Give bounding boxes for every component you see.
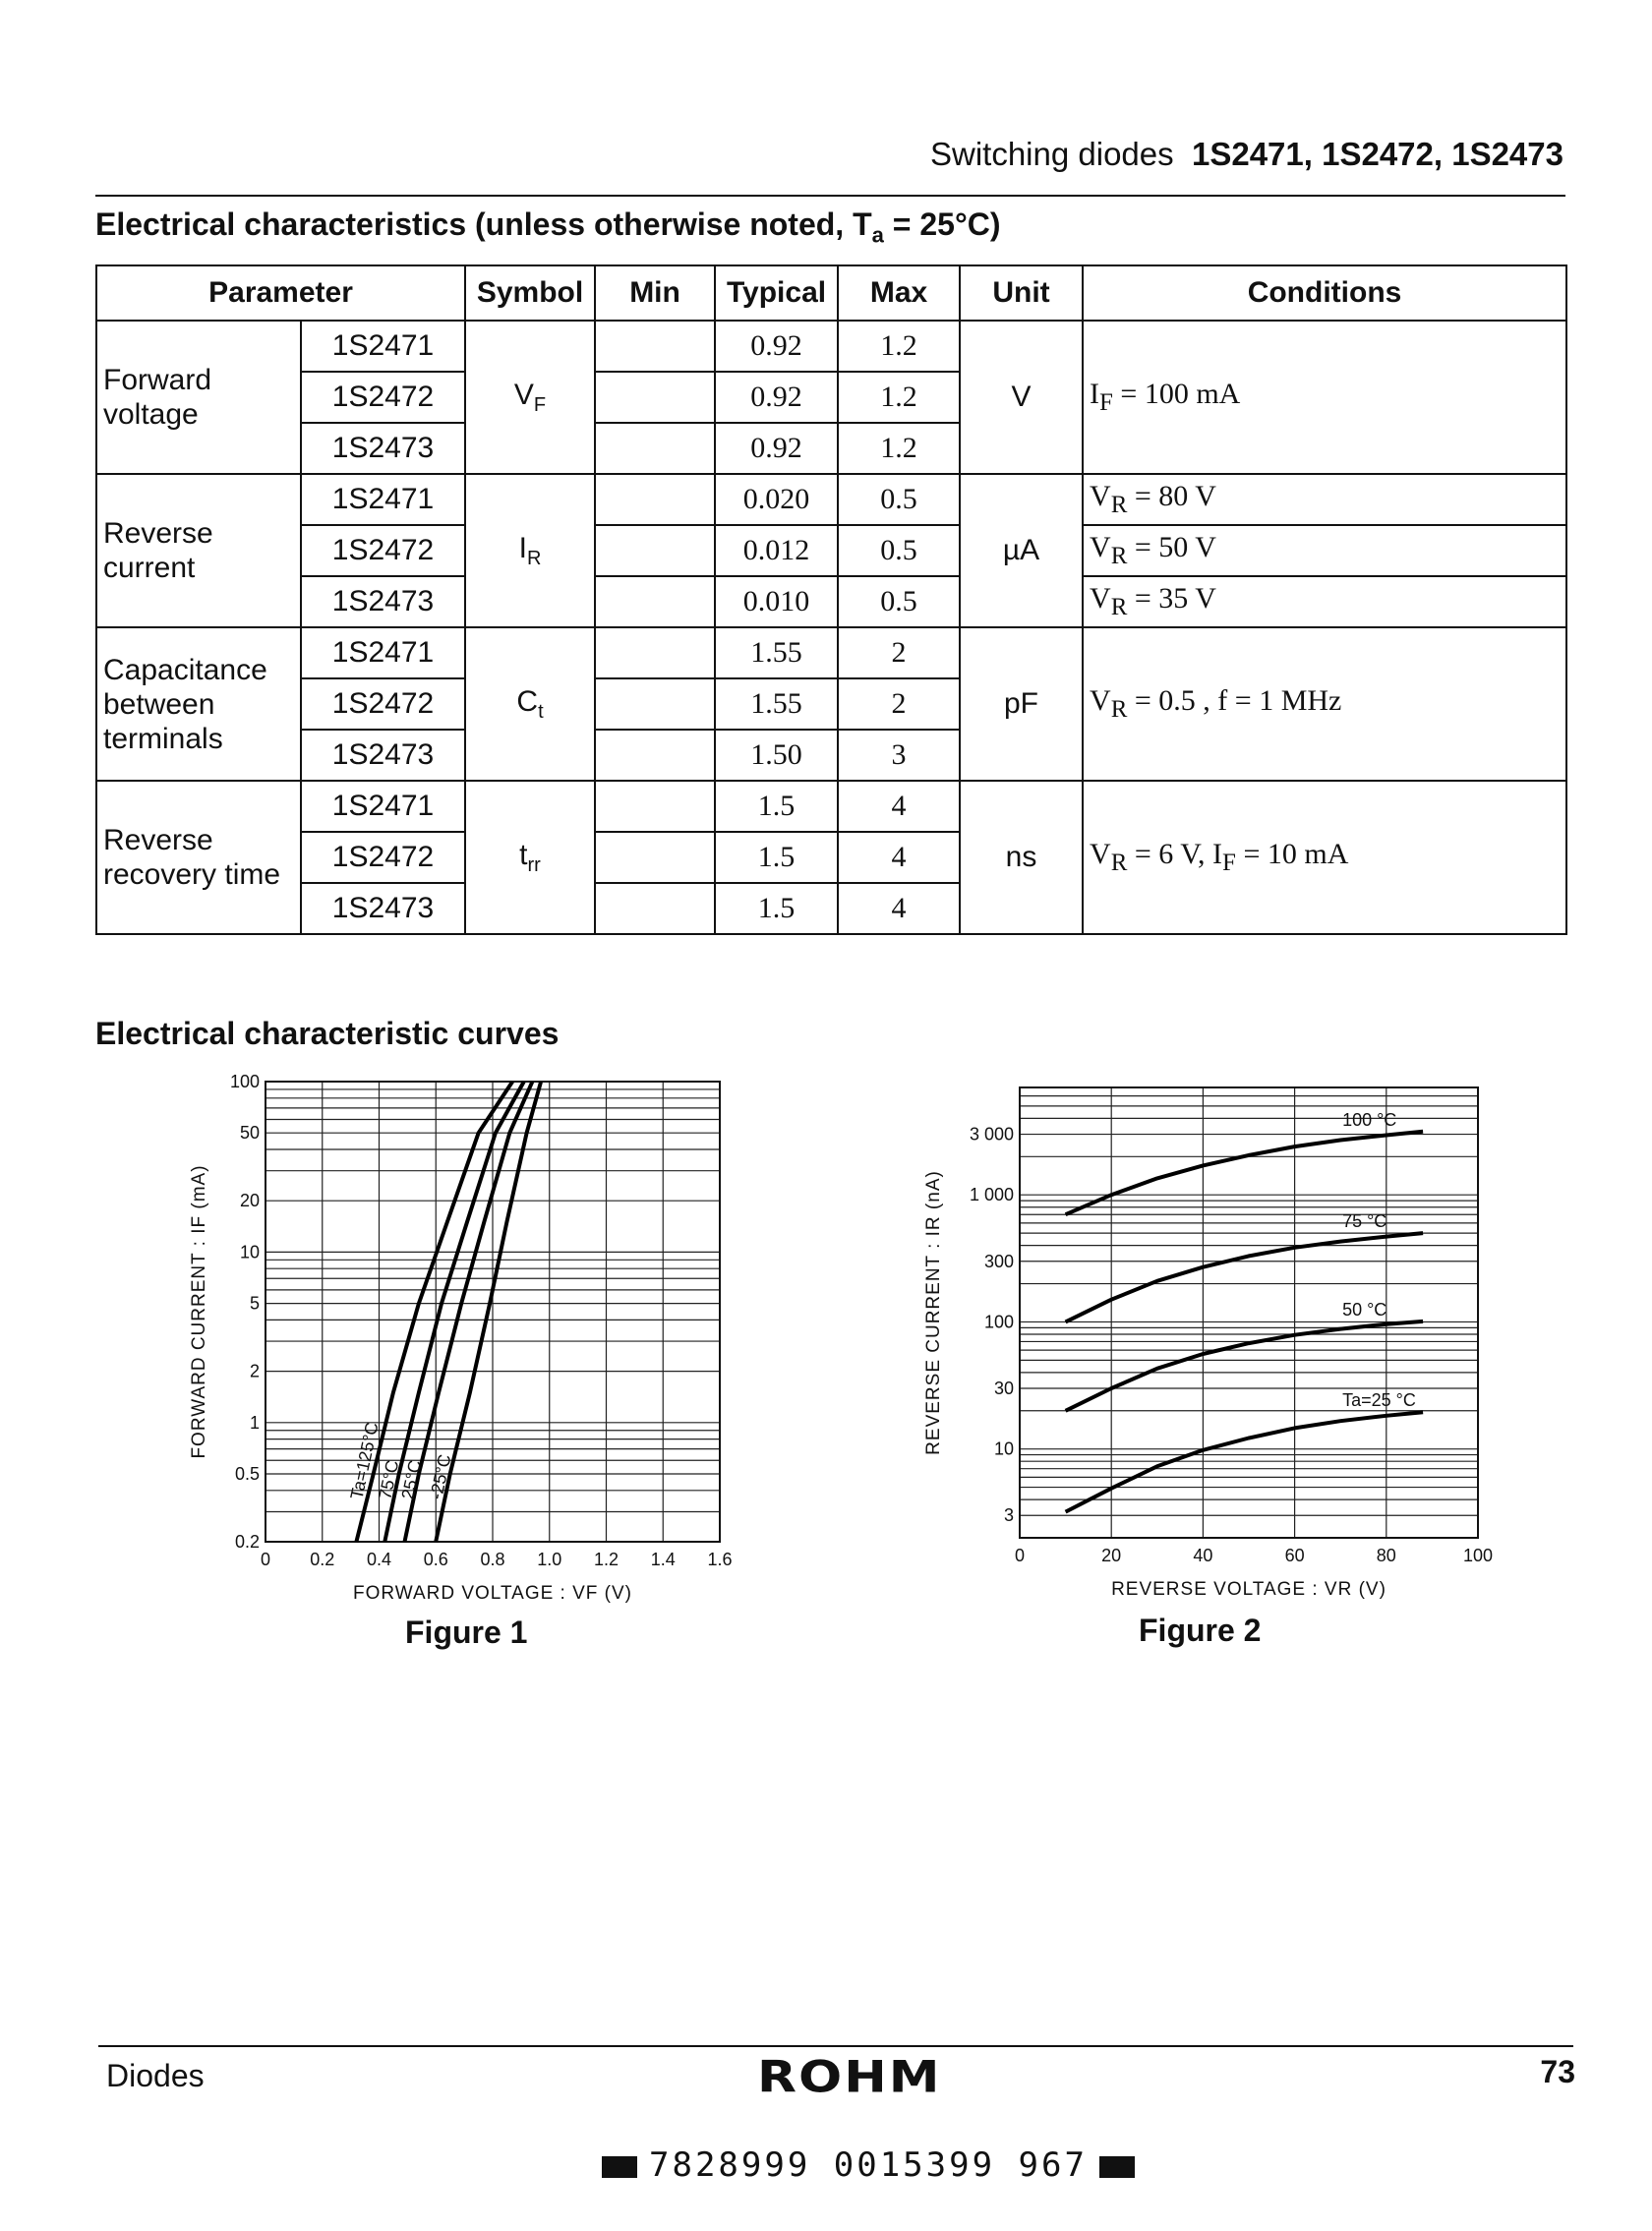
max-cell: 3 <box>838 730 960 781</box>
series-label: 75 °C <box>1342 1211 1387 1232</box>
table-row <box>96 474 1566 525</box>
param-name-cell: Reverse recovery time <box>96 781 301 934</box>
table-row <box>96 321 1566 372</box>
typical-cell: 1.5 <box>715 883 838 934</box>
y-axis-label: REVERSE CURRENT : IR (nA) <box>923 1170 944 1455</box>
x-tick-label: 80 <box>1376 1546 1396 1565</box>
page-header <box>930 136 1564 173</box>
max-cell: 1.2 <box>838 372 960 423</box>
max-cell: 4 <box>838 781 960 832</box>
x-tick-label: 100 <box>1462 1546 1494 1565</box>
col-header-max: Max <box>838 265 960 321</box>
electrical-characteristics-table <box>95 264 1567 935</box>
y-axis-label: FORWARD CURRENT : IF (mA) <box>189 1164 209 1459</box>
header-rule <box>95 195 1565 197</box>
y-tick-label: 30 <box>993 1379 1014 1399</box>
barcode-line <box>590 2145 1147 2185</box>
series-label: 50 °C <box>1342 1299 1387 1320</box>
series-label: -25°C <box>426 1452 455 1501</box>
y-tick-label: 3 <box>1003 1505 1014 1526</box>
part-number-cell: 1S2472 <box>301 525 465 576</box>
max-cell: 0.5 <box>838 576 960 627</box>
part-number-cell: 1S2472 <box>301 678 465 730</box>
part-number-cell: 1S2473 <box>301 883 465 934</box>
x-tick-label: 40 <box>1193 1546 1213 1565</box>
barcode-mark-right <box>1099 2156 1135 2178</box>
figure-1-chart <box>187 1072 757 1622</box>
part-number-cell: 1S2472 <box>301 832 465 883</box>
table-row <box>96 781 1566 832</box>
max-cell: 0.5 <box>838 525 960 576</box>
series-line <box>1066 1132 1424 1214</box>
series-label: Ta=125°C <box>346 1420 383 1501</box>
y-tick-label: 100 <box>229 1072 260 1091</box>
y-tick-label: 0.2 <box>234 1532 260 1552</box>
condition-cell: $V_R = 50$ V <box>1083 525 1566 576</box>
x-axis-label: REVERSE VOLTAGE : VR (V) <box>1111 1579 1386 1600</box>
x-tick-label: 1.6 <box>707 1550 733 1569</box>
condition-cell: $V_R = 0.5$ , f = 1 MHz <box>1083 627 1566 781</box>
max-cell: 1.2 <box>838 321 960 372</box>
x-tick-label: 0.2 <box>310 1550 335 1569</box>
typical-cell: 1.55 <box>715 678 838 730</box>
unit-cell: ns <box>960 781 1083 934</box>
condition-cell: $V_R = 35$ V <box>1083 576 1566 627</box>
unit-cell: pF <box>960 627 1083 781</box>
typical-cell: 0.92 <box>715 321 838 372</box>
footer-rule <box>98 2045 1573 2047</box>
y-tick-label: 100 <box>983 1312 1014 1332</box>
figure-2-chart <box>905 1072 1495 1622</box>
figure-2-caption: Figure 2 <box>1139 1613 1262 1648</box>
min-cell <box>595 576 715 627</box>
table-body <box>96 321 1566 934</box>
x-tick-label: 0.6 <box>423 1550 448 1569</box>
x-axis-label: FORWARD VOLTAGE : VF (V) <box>352 1583 633 1604</box>
symbol-cell: $V_F$ <box>465 321 595 474</box>
max-cell: 4 <box>838 883 960 934</box>
max-cell: 2 <box>838 627 960 678</box>
x-tick-label: 1.0 <box>537 1550 562 1569</box>
symbol-cell: $C_t$ <box>465 627 595 781</box>
y-tick-label: 5 <box>249 1293 260 1314</box>
typical-cell: 1.55 <box>715 627 838 678</box>
typical-cell: 0.010 <box>715 576 838 627</box>
series-line <box>1066 1412 1424 1511</box>
min-cell <box>595 321 715 372</box>
footer-category: Diodes <box>106 2058 205 2093</box>
condition-cell: $V_R = 80$ V <box>1083 474 1566 525</box>
y-tick-label: 10 <box>993 1438 1014 1459</box>
condition-cell: $V_R = 6$ V, $I_F = 10$ mA <box>1083 781 1566 934</box>
param-name-cell: Reverse current <box>96 474 301 627</box>
col-header-typical: Typical <box>715 265 838 321</box>
part-number-cell: 1S2473 <box>301 423 465 474</box>
symbol-cell: $t_{rr}$ <box>465 781 595 934</box>
max-cell: 2 <box>838 678 960 730</box>
x-tick-label: 0.8 <box>480 1550 505 1569</box>
table-header-row <box>96 265 1566 321</box>
typical-cell: 1.5 <box>715 832 838 883</box>
y-tick-label: 3 000 <box>969 1124 1014 1145</box>
series-label: 25°C <box>397 1458 426 1501</box>
min-cell <box>595 781 715 832</box>
min-cell <box>595 832 715 883</box>
y-tick-label: 1 000 <box>969 1185 1014 1205</box>
max-cell: 4 <box>838 832 960 883</box>
typical-cell: 0.012 <box>715 525 838 576</box>
unit-cell: V <box>960 321 1083 474</box>
rohm-logo: ROHM <box>757 2052 942 2103</box>
barcode-mark-left <box>602 2156 637 2178</box>
col-header-parameter: Parameter <box>96 265 465 321</box>
y-tick-label: 20 <box>239 1191 260 1211</box>
min-cell <box>595 627 715 678</box>
min-cell <box>595 372 715 423</box>
series-label: 75°C <box>375 1458 403 1501</box>
typical-cell: 0.020 <box>715 474 838 525</box>
y-tick-label: 50 <box>239 1123 260 1144</box>
x-tick-label: 0 <box>260 1550 271 1569</box>
min-cell <box>595 678 715 730</box>
y-tick-label: 2 <box>249 1361 260 1381</box>
part-number-cell: 1S2471 <box>301 321 465 372</box>
section-title-curves: Electrical characteristic curves <box>95 1016 560 1051</box>
col-header-conditions: Conditions <box>1083 265 1566 321</box>
col-header-min: Min <box>595 265 715 321</box>
y-tick-label: 300 <box>983 1251 1014 1271</box>
y-tick-label: 10 <box>239 1242 260 1262</box>
symbol-cell: $I_R$ <box>465 474 595 627</box>
part-number-cell: 1S2472 <box>301 372 465 423</box>
typical-cell: 1.5 <box>715 781 838 832</box>
min-cell <box>595 423 715 474</box>
min-cell <box>595 883 715 934</box>
table-row <box>96 627 1566 678</box>
header-parts: 1S2471, 1S2472, 1S2473 <box>1191 136 1564 172</box>
part-number-cell: 1S2471 <box>301 781 465 832</box>
x-tick-label: 0 <box>1014 1546 1026 1565</box>
typical-cell: 0.92 <box>715 423 838 474</box>
part-number-cell: 1S2471 <box>301 627 465 678</box>
x-tick-label: 1.4 <box>650 1550 676 1569</box>
x-tick-label: 60 <box>1284 1546 1305 1565</box>
part-number-cell: 1S2473 <box>301 730 465 781</box>
min-cell <box>595 525 715 576</box>
page-number: 73 <box>1540 2054 1575 2089</box>
x-tick-label: 0.4 <box>366 1550 392 1569</box>
y-tick-label: 0.5 <box>234 1463 260 1484</box>
min-cell <box>595 474 715 525</box>
typical-cell: 0.92 <box>715 372 838 423</box>
table-row <box>96 576 1566 627</box>
typical-cell: 1.50 <box>715 730 838 781</box>
series-line <box>405 1082 533 1542</box>
figure-1-caption: Figure 1 <box>405 1615 528 1650</box>
max-cell: 0.5 <box>838 474 960 525</box>
barcode-text: 7828999 0015399 967 <box>649 2145 1088 2185</box>
table-row <box>96 525 1566 576</box>
col-header-unit: Unit <box>960 265 1083 321</box>
unit-cell: µA <box>960 474 1083 627</box>
y-tick-label: 1 <box>249 1412 260 1433</box>
x-tick-label: 20 <box>1101 1546 1122 1565</box>
series-label: 100 °C <box>1342 1109 1397 1130</box>
col-header-symbol: Symbol <box>465 265 595 321</box>
x-tick-label: 1.2 <box>593 1550 620 1569</box>
part-number-cell: 1S2473 <box>301 576 465 627</box>
max-cell: 1.2 <box>838 423 960 474</box>
series-label: Ta=25 °C <box>1342 1390 1416 1411</box>
header-category: Switching diodes <box>929 136 1174 172</box>
min-cell <box>595 730 715 781</box>
param-name-cell: Forward voltage <box>96 321 301 474</box>
param-name-cell: Capacitance between terminals <box>96 627 301 781</box>
part-number-cell: 1S2471 <box>301 474 465 525</box>
section-title-characteristics: Electrical characteristics (unless otherwise noted, $T_a = 25^\circ C$) <box>95 206 1001 248</box>
condition-cell: $I_F = 100$ mA <box>1083 321 1566 474</box>
